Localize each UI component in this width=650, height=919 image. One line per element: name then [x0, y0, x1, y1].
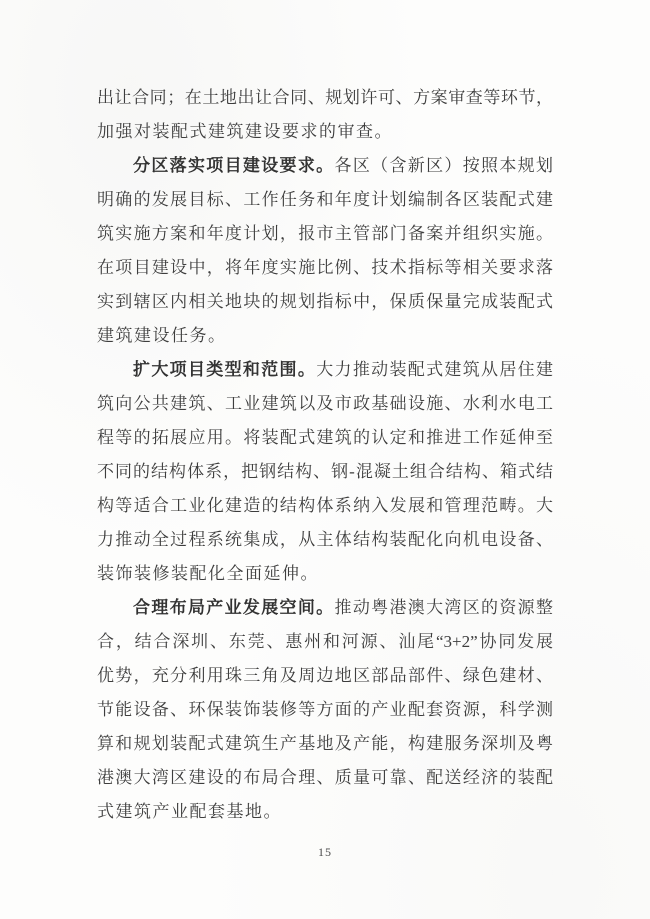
text-line	[97, 421, 553, 455]
text-line	[97, 353, 553, 387]
line-text-segment: 装饰装修装配化全面延伸。	[97, 564, 319, 583]
line-bold-segment: 分区落实项目建设要求。	[133, 156, 335, 175]
line-text-segment: 式建筑产业配套基地。	[97, 802, 282, 821]
text-line	[97, 251, 553, 285]
line-text-segment: 程等的拓展应用。将装配式建筑的认定和推进工作延伸至	[97, 428, 553, 447]
line-bold-segment: 合理布局产业发展空间。	[133, 598, 335, 617]
text-line	[97, 693, 553, 727]
text-line	[97, 217, 553, 251]
text-line	[97, 455, 553, 489]
line-bold-segment: 扩大项目类型和范围。	[133, 360, 317, 379]
line-text-segment: 明确的发展目标、工作任务和年度计划编制各区装配式建	[97, 190, 553, 209]
line-text-segment: 筑向公共建筑、工业建筑以及市政基础设施、水利水电工	[97, 394, 553, 413]
line-text-segment: 推动粤港澳大湾区的资源整	[334, 598, 553, 617]
line-text-segment: 力推动全过程系统集成，从主体结构装配化向机电设备、	[97, 530, 553, 549]
text-line	[97, 489, 553, 523]
text-line	[97, 761, 553, 795]
page-number: 15	[318, 845, 332, 859]
line-text-segment: 算和规划装配式建筑生产基地及产能，构建服务深圳及粤	[97, 734, 553, 753]
line-text-segment: 节能设备、环保装饰装修等方面的产业配套资源，科学测	[97, 700, 553, 719]
text-line	[97, 795, 553, 829]
line-text-segment: 出让合同；在土地出让合同、规划许可、方案审查等环节，	[97, 88, 553, 107]
line-text-segment: 建筑建设任务。	[97, 326, 227, 345]
line-text-segment: 优势，充分利用珠三角及周边地区部品部件、绿色建材、	[97, 666, 553, 685]
text-line	[97, 591, 553, 625]
line-text-segment: 筑实施方案和年度计划，报市主管部门备案并组织实施。	[97, 224, 553, 243]
text-line	[97, 319, 553, 353]
line-text-segment: 在项目建设中，将年度实施比例、技术指标等相关要求落	[97, 258, 553, 277]
line-text-segment: 港澳大湾区建设的布局合理、质量可靠、配送经济的装配	[97, 768, 553, 787]
text-block	[97, 81, 553, 829]
line-text-segment: 实到辖区内相关地块的规划指标中，保质保量完成装配式	[97, 292, 553, 311]
text-line	[97, 727, 553, 761]
text-line	[97, 387, 553, 421]
line-text-segment: 构等适合工业化建造的结构体系纳入发展和管理范畴。大	[97, 496, 553, 515]
line-text-segment: 合，结合深圳、东莞、惠州和河源、汕尾“3+2”协同发展	[97, 632, 553, 651]
line-text-segment: 大力推动装配式建筑从居住建	[316, 360, 554, 379]
line-text-segment: 各区（含新区）按照本规划	[334, 156, 553, 175]
text-line	[97, 183, 553, 217]
text-line	[97, 625, 553, 659]
text-line	[97, 523, 553, 557]
text-line	[97, 115, 553, 149]
text-line	[97, 149, 553, 183]
text-line	[97, 659, 553, 693]
text-line	[97, 81, 553, 115]
text-line	[97, 557, 553, 591]
line-text-segment: 不同的结构体系，把钢结构、钢-混凝土组合结构、箱式结	[97, 462, 553, 481]
line-text-segment: 加强对装配式建筑建设要求的审查。	[97, 122, 393, 141]
text-line	[97, 285, 553, 319]
